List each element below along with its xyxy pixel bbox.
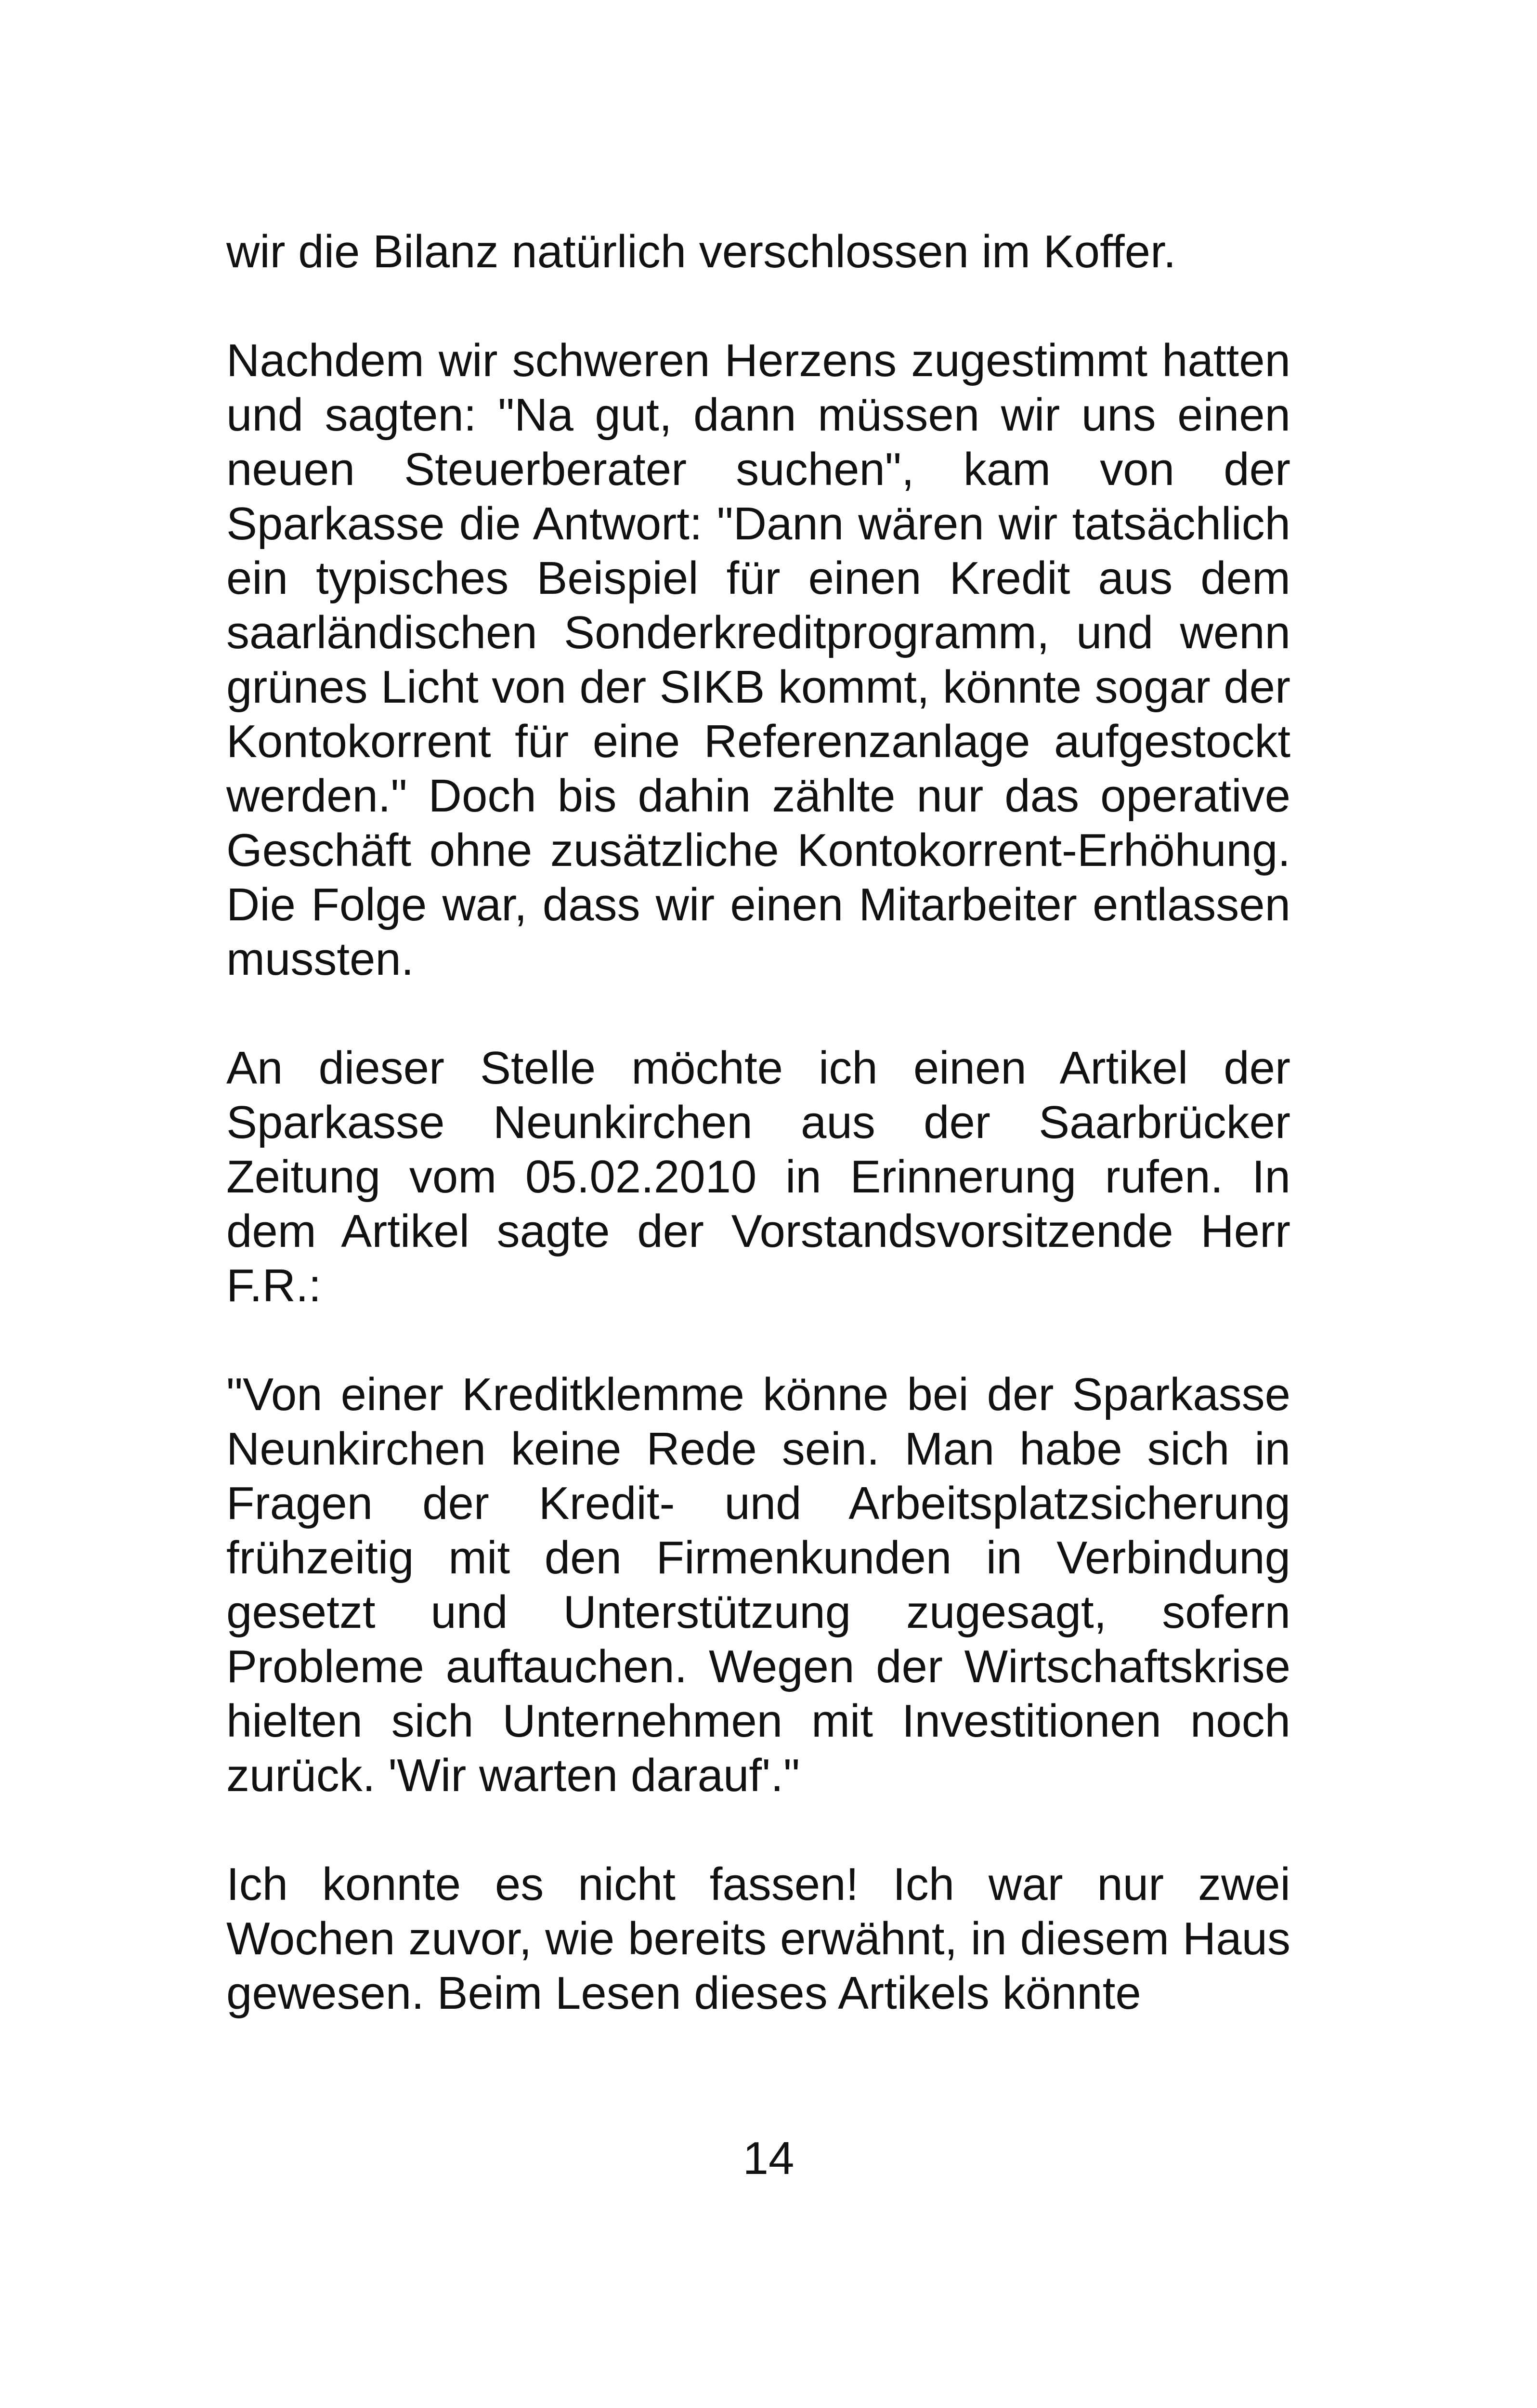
page-number: 14: [742, 2133, 795, 2184]
paragraph-1: wir die Bilanz natürlich verschlossen im Koffer.: [226, 226, 1176, 277]
paragraph-5: Ich konnte es nicht fassen! Ich war nur zwei Wochen zuvor, wie bereits erwähnt, in diesem Haus gewesen. Beim Lesen dieses Artikels könnte: [226, 1858, 1290, 2019]
paragraph-2: Nachdem wir schweren Herzens zugestimmt hatten und sagten: "Na gut, dann müssen wir uns einen neuen Steuerberater suchen", kam von der Sparkasse die Antwort: "Dann wären wir tatsächlich ein typisches Beispiel für einen Kredit aus dem saarländischen Sonderkreditprogramm, und wenn grünes Licht von der SIKB kommt, könnte sogar der Kontokorrent für eine Referenzanlage aufgestockt werden." Doch bis dahin zählte nur das operative Geschäft ohne zusätzliche Kontokorrent-Erhöhung. Die Folge war, dass wir einen Mitarbeiter entlassen mussten.: [226, 335, 1290, 985]
body-text: [226, 224, 1290, 2020]
paragraph-4: "Von einer Kreditklemme könne bei der Sparkasse Neunkirchen keine Rede sein. Man habe sich in Fragen der Kredit- und Arbeitsplatzsicherung frühzeitig mit den Firmenkunden in Verbindung gesetzt und Unterstützung zugesagt, sofern Probleme auftauchen. Wegen der Wirtschaftskrise hielten sich Unternehmen mit Investitionen noch zurück. 'Wir warten darauf'.": [226, 1369, 1290, 1801]
paragraph-3: An dieser Stelle möchte ich einen Artikel der Sparkasse Neunkirchen aus der Saarbrücker Zeitung vom 05.02.2010 in Erinnerung rufen. In dem Artikel sagte der Vorstandsvorsitzende Herr F.R.:: [226, 1042, 1290, 1311]
